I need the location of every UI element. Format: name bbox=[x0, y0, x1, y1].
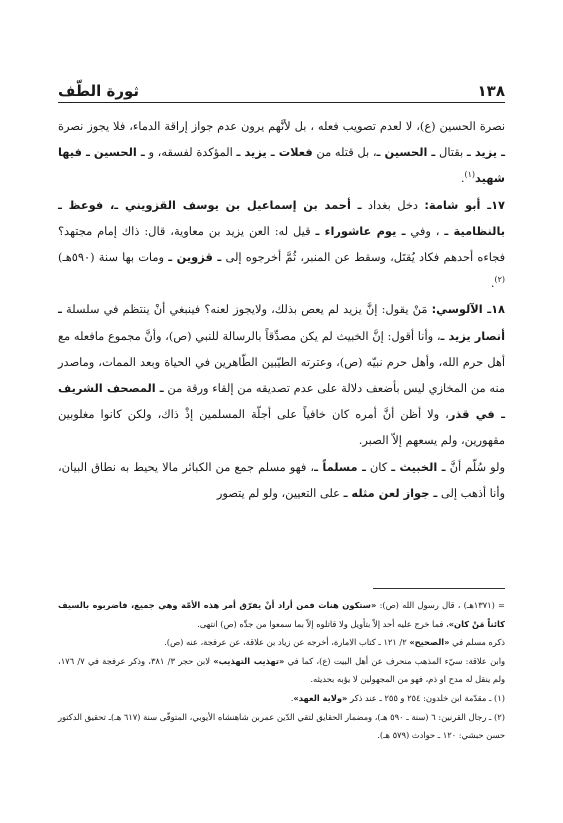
paragraph-2: ١٧ـ أبو شامة: دخل بغداد ـ أحمد بن إسماعيل بن يوسف القزويني ـ، فوعظ ـ بالنظامية ـ ، وفي ـ يوم عاشوراء ـ قيل له: العن يزيد بن معاوية، قال: ذاك إمام مجتهد؟ فجاءه أحدهم فكاد يُقتَل، وسقط عن المنبر، ثُمَّ أخرجوه إلى ـ قزوين ـ ومات بها سنة (٥٩٠هـ)$^{(٢)}$. bbox=[58, 197, 506, 291]
page-number: ١٣٨ bbox=[477, 82, 505, 100]
footnotes bbox=[58, 596, 505, 745]
footnote-ref-1[interactable]: (١) bbox=[464, 170, 476, 180]
footnote-continued-2: ذكره مسلم في «الصحيح» ٢/ ١٢١ ـ كتاب الامارة، أخرجه عن زياد بن علاقة، عن عرفجة، عنه (ص). bbox=[164, 637, 505, 648]
footnote-2: (٢) ـ رجال القرنين: ٦ (سنة ـ ٥٩٠ هـ)، ومضمار الحقايق لتقي الدّين عمربن شاهنشاه الأيوبي، المتوفّى سنة (٦١٧ هـ)ـ تحقيق الدكتور حسن حبشي: ١٢٠ ـ حوادث (٥٧٩ هـ). bbox=[58, 711, 506, 741]
paragraph-3: ١٨ـ الآلوسي: مَنْ يقول: إنَّ يزيد لم يعص بذلك، ولايجوز لعنه؟ فينبغي أنْ ينتظم في سلسلة ـ أنصار يزيد ـ، وأنا أقول: إنَّ الخبيث لم يكن مصدِّقاً بالرسالة للنبي (ص)، وأنَّ مجموع مافعله مع أهل حرم الله، وأهل حرم نبيّه (ص)، وعترته الطيّبين الطّاهرين في الحياة وبعد الممات، وماصدر منه من المخازي ليس بأضعف دلالة على عدم تصديقه من إلقاء ورقة من ـ المصحف الشريف ـ في قذر، ولا أظن أنَّ أمره كان خافياً على أجلّة المسلمين إذْ ذاك، ولكن كانوا مغلوبين مقهورين، ولم يسعهم إلاّ الصبر. bbox=[58, 302, 506, 448]
footnote-continued: = (١٣٧١هـ) ، قال رسول الله (ص): «ستكون هنات فمن أراد أنْ يفرّق أمر هذه الأمّة وهي جميع، فاضربوه بالسيف كائناً مَنْ كان»، فما خرج عليه أحد إلاّ بتأويل ولا قاتلوه إلاّ بما سمعوا من جدِّه (ص) انتهى. bbox=[58, 600, 506, 629]
running-title: ثورة الطّف bbox=[58, 82, 139, 100]
footnote-1: (١) ـ مقدّمة ابن خلدون: ٢٥٤ و ٢٥٥ ـ عند ذكر «ولاية العهد». bbox=[290, 692, 505, 703]
header-rule bbox=[58, 102, 505, 103]
footnote-ref-2[interactable]: (٢) bbox=[494, 275, 505, 285]
footnote-continued-3: وابن علاقة: سيّء المذهب منحرف عن أهل البيت (ع)، كما في «تهذيب التهذيب» لابن حجر ٣/ ٣٨١، وذكر عرفجة في ٧/ ١٧٦، ولم ينقل له مدح او ذم، فهو من المجهولين لا يؤبه بحديثه. bbox=[58, 655, 506, 685]
page-header bbox=[58, 76, 505, 100]
paragraph-4: ولو سُلّم أنَّ ـ الخبيث ـ كان ـ مسلماً ـ، فهو مسلم جمع من الكبائر مالا يحيط به نطاق البيان، وأنا أذهب إلى ـ جواز لعن مثله ـ على التعيين، ولو لم يتصور bbox=[58, 459, 505, 500]
paragraph-1: نصرة الحسين (ع)، لا لعدم تصويب فعله ، بل لأنَّهم يرون عدم جواز إراقة الدماء، فلا يجوز نصرة ـ يزيد ـ بقتال ـ الحسين ـ، بل قتله من فعلات ـ يزيد ـ المؤكدة لفسقه، و ـ الحسين ـ فيها شهيد$^{(١)}$. bbox=[58, 119, 505, 186]
main-text bbox=[58, 113, 505, 506]
footnote-separator bbox=[373, 588, 505, 589]
